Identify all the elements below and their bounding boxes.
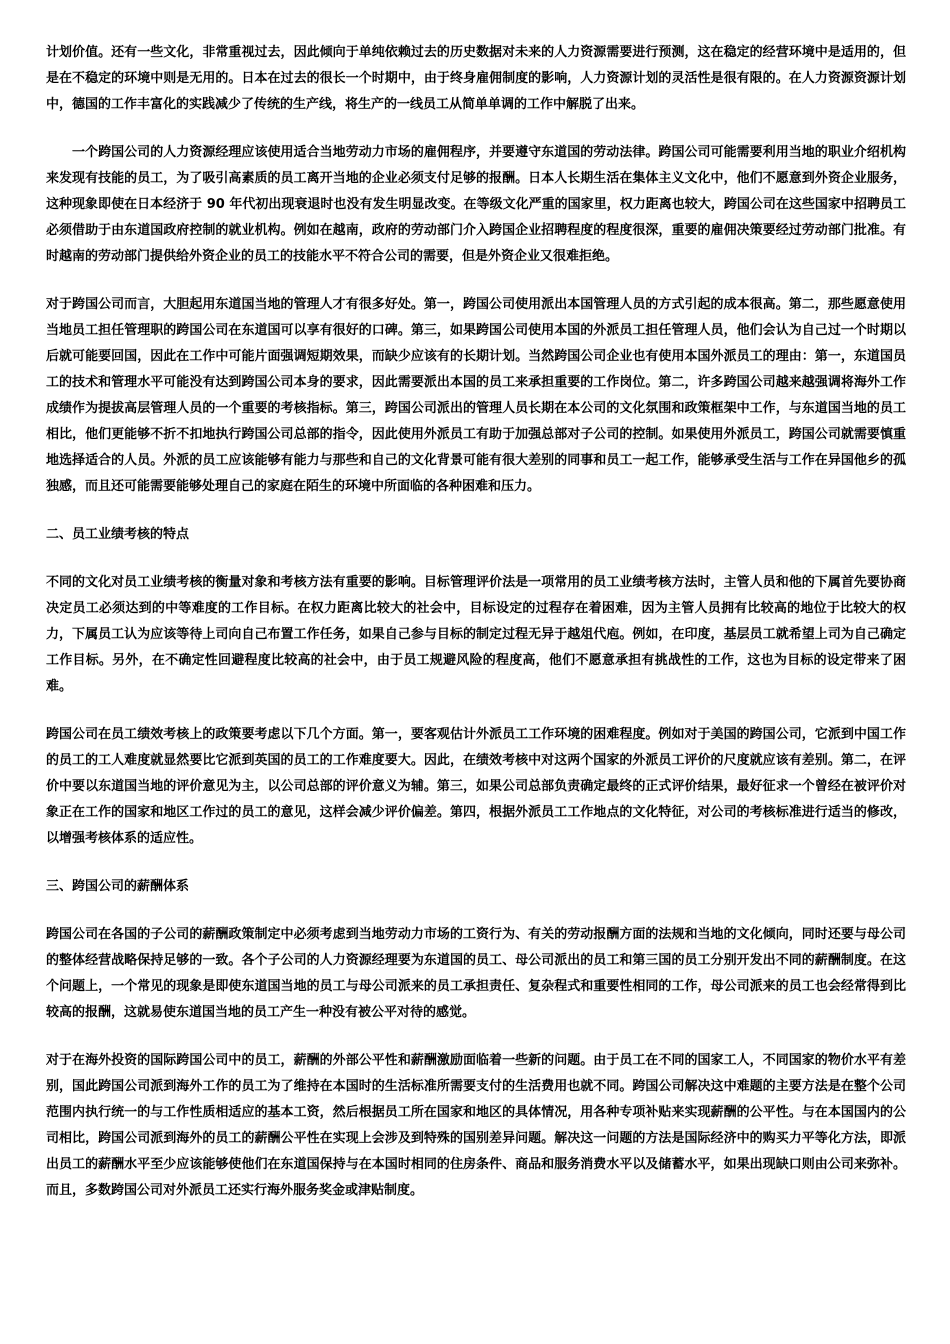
paragraph-continuation: 计划价值。还有一些文化，非常重视过去，因此倾向于单纯依赖过去的历史数据对未来的人力资源需要进行预测，这在稳定的经营环境中是适用的，但是在不稳定的环境中则是无用的。日本在过去的很长一个时期中，由于终身雇佣制度的影响，人力资源计划的灵活性是很有限的。在人力资源资源计划中，德国的工作丰富化的实践减少了传统的生产线，将生产的一线员工从简单单调的工作中解脱了出来。 — [46, 45, 906, 112]
paragraph-performance-policy: 跨国公司在员工绩效考核上的政策要考虑以下几个方面。第一，要客观估计外派员工工作环境的困难程度。例如对于美国的跨国公司，它派到中国工作的员工的工人难度就显然要比它派到英国的员工的工作难度要大。因此，在绩效考核中对这两个国家的外派员工评价的尺度就应该有差别。第二，在评价中要以东道国当地的评价意见为主，以公司总部的评价意义为辅。第三，如果公司总部负责确定最终的正式评价结果，最好征求一个曾经在被评价对象正在工作的国家和地区工作过的员工的意见，这样会减少评价偏差。第四，根据外派员工工作地点的文化特征，对公司的考核标准进行适当的修改，以增强考核体系的适应性。 — [46, 727, 906, 846]
section-heading-performance: 二、员工业绩考核的特点 — [46, 527, 190, 542]
paragraph-performance-culture: 不同的文化对员工业绩考核的衡量对象和考核方法有重要的影响。目标管理评价法是一项常用的员工业绩考核方法时，主管人员和他的下属首先要协商决定员工必须达到的中等难度的工作目标。在权力距离比较大的社会中，目标设定的过程存在着困难，因为主管人员拥有比较高的地位于比较大的权力，下属员工认为应该等待上司向自己布置工作任务，如果自己参与目标的制定过程无异于越俎代庖。例如，在印度，基层员工就希望上司为自己确定工作目标。另外，在不确定性回避程度比较高的社会中，由于员工规避风险的程度高，他们不愿意承担有挑战性的工作，这也为目标的设定带来了困难。 — [46, 575, 906, 694]
paragraph-compensation-fairness: 对于在海外投资的国际跨国公司中的员工，薪酬的外部公平性和薪酬激励面临着一些新的问题。由于员工在不同的国家工人，不同国家的物价水平有差别，国此跨国公司派到海外工作的员工为了维持在本国时的生活标准所需要支付的生活费用也就不同。跨国公司解决这中难题的主要方法是在整个公司范围内执行统一的与工作性质相适应的基本工资，然后根据员工所在国家和地区的具体情况，用各种专项补贴来实现薪酬的公平性。与在本国国内的公司相比，跨国公司派到海外的员工的薪酬公平性在实现上会涉及到特殊的国别差异问题。解决这一问题的方法是国际经济中的购买力平等化方法，即派出员工的薪酬水平至少应该能够使他们在东道国保持与在本国时相同的住房条件、商品和服务消费水平以及储蓄水平，如果出现缺口则由公司来弥补。而且，多数跨国公司对外派员工还实行海外服务奖金或津贴制度。 — [46, 1053, 906, 1198]
paragraph-local-managers: 对于跨国公司而言，大胆起用东道国当地的管理人才有很多好处。第一，跨国公司使用派出本国管理人员的方式引起的成本很高。第二，那些愿意使用当地员工担任管理职的跨国公司在东道国可以享有很好的口碑。第三，如果跨国公司使用本国的外派员工担任管理人员，他们会认为自己过一个时期以后就可能要回国，因此在工作中可能片面强调短期效果，而缺少应该有的长期计划。当然跨国公司企业也有使用本国外派员工的理由：第一，东道国员工的技术和管理水平可能没有达到跨国公司本身的要求，因此需要派出本国的员工来承担重要的工作岗位。第二，许多跨国公司越来越强调将海外工作成绩作为提拔高层管理人员的一个重要的考核指标。第三，跨国公司派出的管理人员长期在本公司的文化氛围和政策框架中工作，与东道国当地的员工相比，他们更能够不折不扣地执行跨国公司总部的指令，因此使用外派员工有助于加强总部对子公司的控制。如果使用外派员工，跨国公司就需要慎重地选择适合的人员。外派的员工应该能够有能力与那些和自己的文化背景可能有很大差别的同事和员工一起工作，能够承受生活与工作在异国他乡的孤独感，而且还可能需要能够处理自己的家庭在陌生的环境中所面临的各种困难和压力。 — [46, 297, 906, 494]
paragraph-recruitment: 一个跨国公司的人力资源经理应该使用适合当地劳动力市场的雇佣程序，并要遵守东道国的劳动法律。跨国公司可能需要利用当地的职业介绍机构来发现有技能的员工，为了吸引高素质的员工离开当地的企业必须支付足够的报酬。日本人长期生活在集体主义文化中，他们不愿意到外资企业服务，这种现象即使在日本经济于 90 年代初出现衰退时也没有发生明显改变。在等级文化严重的国家里，权力距离也较大，跨国公司在这些国家中招聘员工必须借助于由东道国政府控制的就业机构。例如在越南，政府的劳动部门介入跨国企业招聘程度的程度很深，重要的雇佣决策要经过劳动部门批准。有时越南的劳动部门提供给外资企业的员工的技能水平不符合公司的需要，但是外资企业又很难拒绝。 — [46, 145, 906, 264]
paragraph-compensation-policy: 跨国公司在各国的子公司的薪酬政策制定中必须考虑到当地劳动力市场的工资行为、有关的劳动报酬方面的法规和当地的文化倾向，同时还要与母公司的整体经营战略保持足够的一致。各个子公司的人力资源经理要为东道国的员工、母公司派出的员工和第三国的员工分别开发出不同的薪酬制度。在这个问题上，一个常见的现象是即使东道国当地的员工与母公司派来的员工承担责任、复杂程式和重要性相同的工作，母公司派来的员工也会经常得到比较高的报酬，这就易使东道国当地的员工产生一种没有被公平对待的感觉。 — [46, 927, 906, 1020]
section-heading-compensation: 三、跨国公司的薪酬体系 — [46, 879, 190, 894]
document-page — [46, 40, 906, 1226]
